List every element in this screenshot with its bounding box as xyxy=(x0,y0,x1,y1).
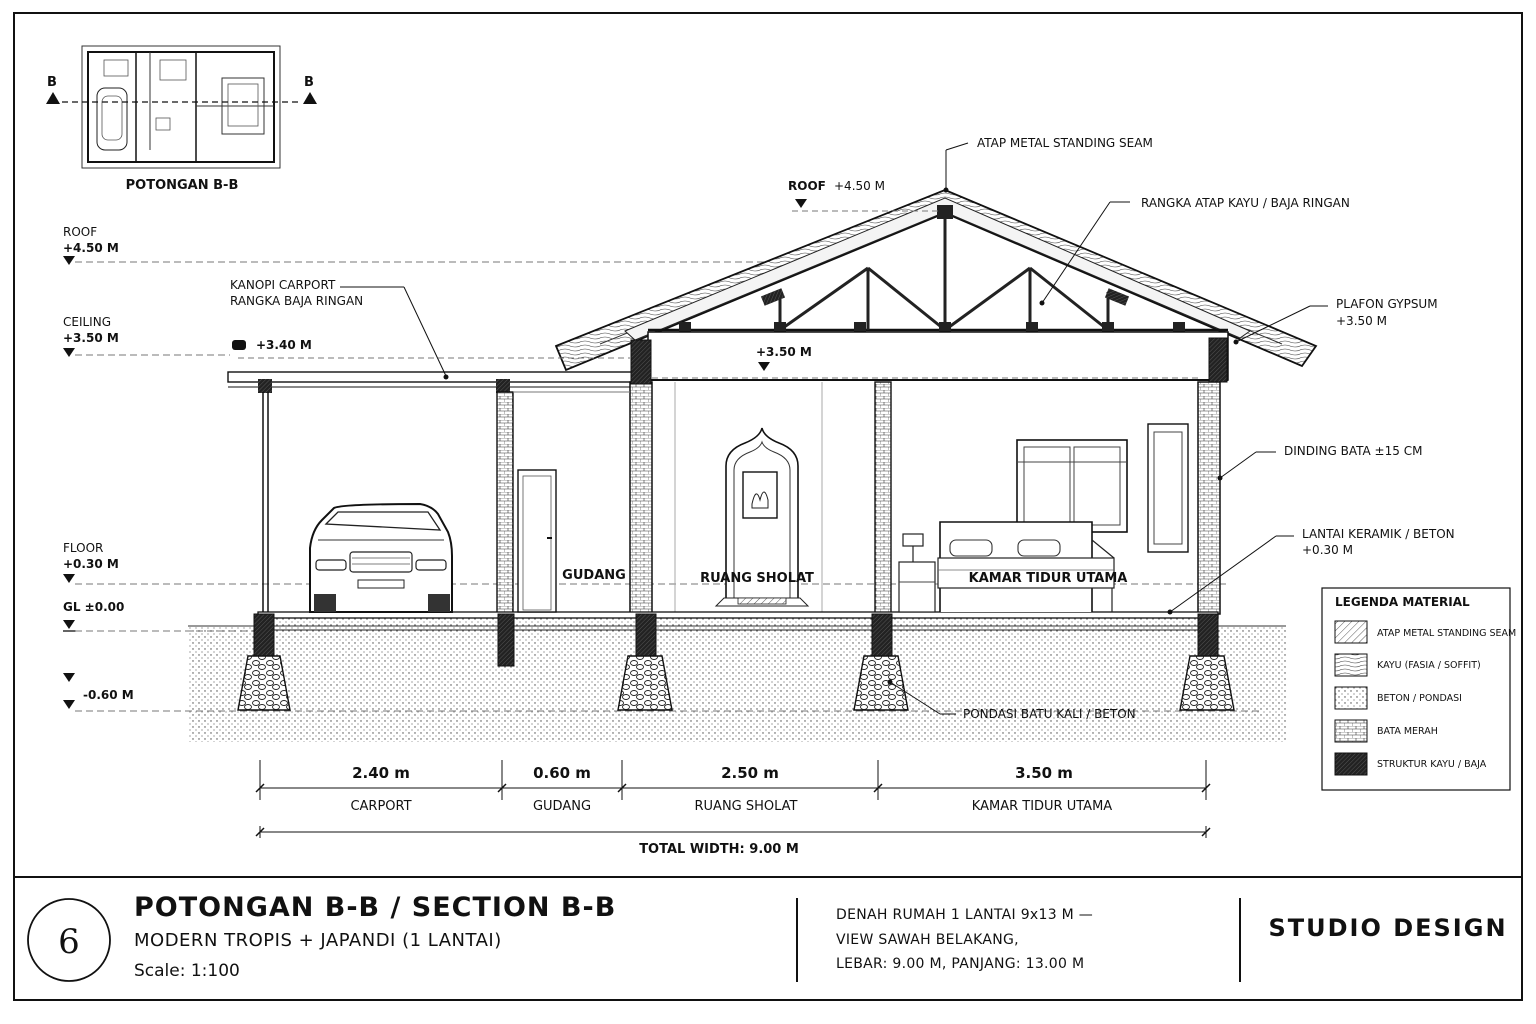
gudang-door xyxy=(518,470,556,612)
level-roof-marker-icon xyxy=(63,256,75,265)
level-roof-value: +4.50 M xyxy=(63,241,119,255)
nightstand xyxy=(899,562,935,612)
sheet-number: 6 xyxy=(58,922,80,962)
room-kamar-label: KAMAR TIDUR UTAMA xyxy=(968,571,1128,586)
level-floor-value: +0.30 M xyxy=(63,557,119,571)
wall-sholat-right xyxy=(875,382,891,614)
drawing-title: POTONGAN B-B / SECTION B-B xyxy=(134,892,617,923)
dim-sholat-value: 2.50 m xyxy=(721,764,779,782)
legend-title: LEGENDA MATERIAL xyxy=(1335,595,1470,609)
window-icon xyxy=(1017,440,1127,532)
roof-top-marker-icon xyxy=(795,199,807,208)
legend-item-concrete: BETON / PONDASI xyxy=(1377,693,1462,704)
legend-swatch-metal-icon xyxy=(1335,621,1367,643)
canopy-level-marker-icon xyxy=(232,340,246,350)
studio-name: STUDIO DESIGN xyxy=(1268,914,1508,942)
annotation-roof-material: ATAP METAL STANDING SEAM xyxy=(977,136,1153,150)
dim-sholat-name: RUANG SHOLAT xyxy=(694,799,798,814)
level-floor-marker-icon xyxy=(63,574,75,583)
legend-swatch-brick-icon xyxy=(1335,720,1367,742)
legend-item-brick: BATA MERAH xyxy=(1377,726,1438,737)
legend-swatch-wood-icon xyxy=(1335,654,1367,676)
title-block xyxy=(28,892,1508,982)
annotation-canopy-line2: RANGKA BAJA RINGAN xyxy=(230,294,364,308)
annotation-roof-top-label: ROOF xyxy=(788,179,826,193)
drawing-subtitle: MODERN TROPIS + JAPANDI (1 LANTAI) xyxy=(134,930,502,951)
annotation-ceiling-material: PLAFON GYPSUM xyxy=(1336,297,1438,311)
annotation-canopy-line1: KANOPI CARPORT xyxy=(230,278,336,292)
level-ceiling-label: CEILING xyxy=(63,315,111,329)
project-desc-line3: LEBAR: 9.00 M, PANJANG: 13.00 M xyxy=(836,956,1085,972)
annotation-floor-material: LANTAI KERAMIK / BETON xyxy=(1302,527,1455,541)
key-plan xyxy=(46,46,317,193)
level-foundation-marker-icon xyxy=(63,700,75,709)
legend-item-structure: STRUKTUR KAYU / BAJA xyxy=(1377,759,1487,770)
wall-gudang-left xyxy=(497,392,513,614)
dim-gudang-value: 0.60 m xyxy=(533,764,591,782)
dimension-lines xyxy=(256,760,1210,857)
dim-gudang-name: GUDANG xyxy=(532,799,592,814)
project-desc-line1: DENAH RUMAH 1 LANTAI 9x13 M — xyxy=(836,907,1094,923)
room-gudang-label: GUDANG xyxy=(562,568,626,583)
annotation-ceiling-material-level: +3.50 M xyxy=(1336,314,1387,328)
car-icon xyxy=(310,504,452,612)
section-marker-left: B xyxy=(47,75,57,90)
dim-carport-value: 2.40 m xyxy=(352,764,410,782)
level-ceiling-marker-icon xyxy=(63,348,75,357)
lamp-icon xyxy=(903,534,923,546)
key-plan-title: POTONGAN B-B xyxy=(125,178,239,193)
roof-rafter xyxy=(625,198,1250,340)
material-legend xyxy=(1322,588,1516,790)
level-gl-marker-icon xyxy=(63,620,75,629)
section-arrow-left-icon xyxy=(46,92,60,104)
annotation-interior-ceiling-level: +3.50 M xyxy=(756,345,812,359)
project-desc-line2: VIEW SAWAH BELAKANG, xyxy=(836,932,1019,948)
prayer-rug-icon xyxy=(738,598,786,604)
legend-swatch-structure-icon xyxy=(1335,753,1367,775)
room-sholat-label: RUANG SHOLAT xyxy=(700,571,814,586)
level-ceiling-value: +3.50 M xyxy=(63,331,119,345)
annotation-truss: RANGKA ATAP KAYU / BAJA RINGAN xyxy=(1141,196,1350,210)
wall-gudang-right xyxy=(630,382,652,614)
dim-kamar-value: 3.50 m xyxy=(1015,764,1073,782)
level-roof-label: ROOF xyxy=(63,225,98,239)
section-marker-right: B xyxy=(304,75,314,90)
calligraphy-frame-icon xyxy=(743,472,777,518)
legend-item-metal: ATAP METAL STANDING SEAM xyxy=(1377,628,1517,639)
level-foundation-marker-top-icon xyxy=(63,673,75,682)
level-floor-label: FLOOR xyxy=(63,541,104,555)
annotation-wall: DINDING BATA ±15 CM xyxy=(1284,444,1423,458)
annotation-canopy-level: +3.40 M xyxy=(256,338,312,352)
annotation-roof-top-value: +4.50 M xyxy=(834,179,885,193)
section-arrow-right-icon xyxy=(303,92,317,104)
drawing-scale: Scale: 1:100 xyxy=(134,961,240,981)
annotation-foundation: PONDASI BATU KALI / BETON xyxy=(963,707,1136,721)
legend-swatch-concrete-icon xyxy=(1335,687,1367,709)
legend-item-wood: KAYU (FASIA / SOFFIT) xyxy=(1377,660,1481,671)
ceiling-plenum xyxy=(648,332,1228,380)
dim-carport-name: CARPORT xyxy=(350,799,412,814)
level-gl-label: GL ±0.00 xyxy=(63,600,125,614)
annotation-floor-material-level: +0.30 M xyxy=(1302,543,1353,557)
dim-total: TOTAL WIDTH: 9.00 M xyxy=(639,842,799,857)
ground-soil xyxy=(188,612,1286,742)
dim-kamar-name: KAMAR TIDUR UTAMA xyxy=(971,799,1113,814)
level-foundation-value: -0.60 M xyxy=(83,688,134,702)
wall-kamar-right xyxy=(1198,382,1220,614)
